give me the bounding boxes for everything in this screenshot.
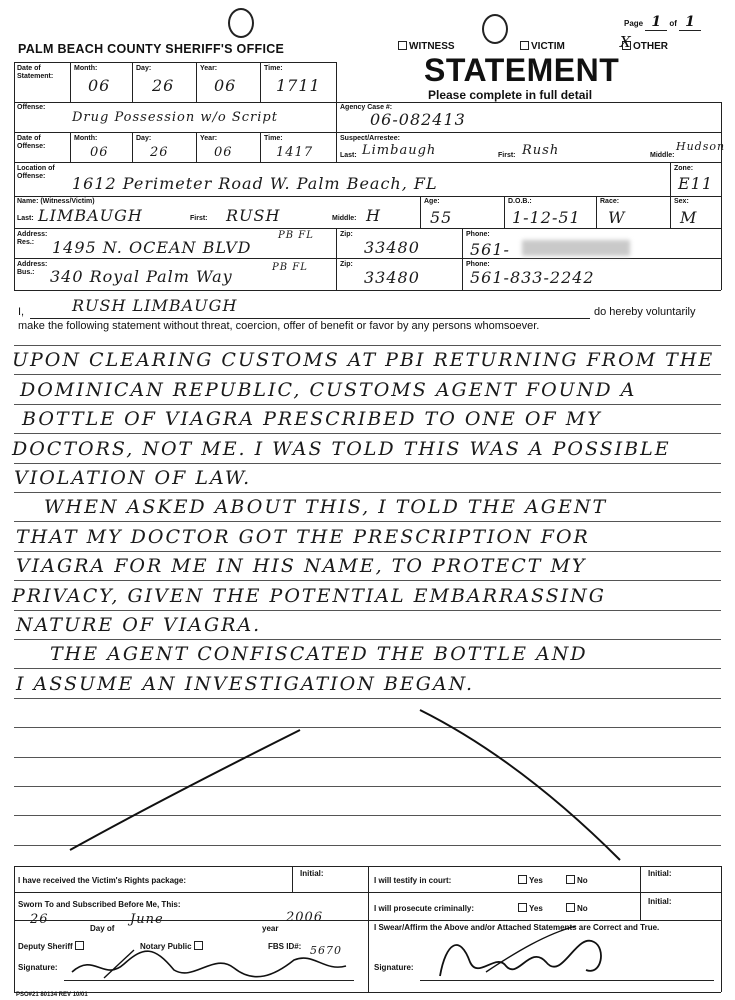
- res-phone-field[interactable]: 561-: [470, 240, 510, 259]
- statement-ruled-line: [14, 463, 721, 464]
- declaration-text: make the following statement without threat, coercion, offer of benefit or favor by any persons whomsoever.: [18, 320, 540, 332]
- bus-address-field[interactable]: 340 Royal Palm Way: [50, 267, 233, 286]
- statement-date-label: Date of Statement:: [17, 65, 54, 80]
- testify-no-checkbox[interactable]: No: [566, 875, 588, 885]
- form-subtitle: Please complete in full detail: [428, 88, 593, 102]
- hole-punch-right: [482, 14, 508, 44]
- sworn-label: Sworn To and Subscribed Before Me, This:: [18, 900, 181, 909]
- statement-line: I ASSUME AN INVESTIGATION BEGAN.: [16, 672, 475, 695]
- statement-ruled-line: [14, 404, 721, 405]
- statement-line: UPON CLEARING CUSTOMS AT PBI RETURNING FROM THE: [12, 349, 715, 372]
- declaration-i: I,: [18, 306, 25, 318]
- name-middle-label: Middle:: [332, 215, 357, 222]
- statement-line: THE AGENT CONFISCATED THE BOTTLE AND: [50, 643, 588, 666]
- prosecute-yes-checkbox[interactable]: Yes: [518, 903, 543, 913]
- statement-line: DOMINICAN REPUBLIC, CUSTOMS AGENT FOUND A: [20, 378, 637, 401]
- testify-yes-checkbox[interactable]: Yes: [518, 875, 543, 885]
- other-check-mark: X: [620, 33, 631, 51]
- suspect-middle-label: Middle:: [650, 152, 675, 159]
- statement-month-label: Month:: [74, 65, 98, 72]
- offense-day-field[interactable]: 26: [150, 145, 169, 160]
- statement-line: VIOLATION OF LAW.: [14, 467, 252, 489]
- swear-text: I Swear/Affirm the Above and/or Attached Statements are Correct and True.: [374, 923, 660, 932]
- dob-label: D.O.B.:: [508, 198, 532, 205]
- declaration-voluntary: do hereby voluntarily: [594, 306, 696, 318]
- prosecute-no-checkbox[interactable]: No: [566, 903, 588, 913]
- statement-ruled-line: [14, 639, 721, 640]
- prosecute-initial-label[interactable]: Initial:: [648, 897, 672, 906]
- res-phone-label: Phone:: [466, 231, 490, 238]
- deputy-signature[interactable]: [64, 942, 354, 984]
- year-label: year: [262, 924, 279, 933]
- statement-line: BOTTLE OF VIAGRA PRESCRIBED TO ONE OF MY: [22, 408, 602, 431]
- race-label: Race:: [600, 198, 620, 205]
- bus-zip-label: Zip:: [340, 261, 353, 268]
- statement-ruled-line: [14, 521, 721, 522]
- statement-ruled-line: [14, 374, 721, 375]
- bus-zip-field[interactable]: 33480: [364, 268, 420, 287]
- statement-line: PRIVACY, GIVEN THE POTENTIAL EMBARRASSING: [12, 584, 606, 607]
- res-zip-label: Zip:: [340, 231, 353, 238]
- zone-field[interactable]: E11: [678, 174, 714, 193]
- statement-day-field[interactable]: 26: [152, 76, 175, 95]
- statement-line: THAT MY DOCTOR GOT THE PRESCRIPTION FOR: [16, 525, 590, 548]
- form-title: STATEMENT: [424, 52, 620, 88]
- declarant-signature[interactable]: [426, 922, 626, 988]
- name-last-field[interactable]: LIMBAUGH: [38, 206, 143, 225]
- statement-line: NATURE OF VIAGRA.: [16, 614, 262, 636]
- name-last-label: Last:: [17, 215, 34, 222]
- testify-label: I will testify in court:: [374, 876, 452, 885]
- strike-mark-left: [70, 730, 300, 850]
- suspect-last-label: Last:: [340, 152, 357, 159]
- offense-year-label: Year:: [200, 135, 218, 142]
- offense-label: Offense:: [17, 104, 46, 111]
- other-checkbox[interactable]: X OTHER: [620, 33, 668, 52]
- bus-phone-label: Phone:: [466, 261, 490, 268]
- fbs-label: FBS ID#:: [268, 942, 302, 951]
- statement-day-label: Day:: [136, 65, 152, 72]
- sworn-day-field[interactable]: 26: [30, 912, 49, 927]
- page-of-label: of: [669, 19, 677, 28]
- statement-ruled-line: [14, 610, 721, 611]
- deputy-sheriff-checkbox[interactable]: Deputy Sheriff: [18, 941, 86, 951]
- statement-ruled-line: [14, 345, 721, 346]
- suspect-middle-field[interactable]: Hudson: [676, 140, 726, 153]
- statement-line: VIAGRA FOR ME IN HIS NAME, TO PROTECT MY: [16, 555, 587, 578]
- victim-checkbox[interactable]: VICTIM: [520, 41, 565, 52]
- sworn-year-field[interactable]: 2006: [286, 910, 324, 925]
- case-number-label: Agency Case #:: [340, 104, 393, 111]
- offense-month-field[interactable]: 06: [90, 145, 109, 160]
- deputy-signature-label: Signature:: [18, 963, 58, 972]
- victim-rights-label: I have received the Victim's Rights package:: [18, 876, 187, 885]
- statement-year-label: Year:: [200, 65, 218, 72]
- bus-city-field[interactable]: PB FL: [272, 262, 308, 273]
- offense-day-label: Day:: [136, 135, 152, 142]
- page-number: 1: [645, 14, 667, 31]
- sex-label: Sex:: [674, 198, 689, 205]
- notary-checkbox[interactable]: Notary Public: [140, 941, 205, 951]
- day-of-label: Day of: [90, 924, 115, 933]
- age-label: Age:: [424, 198, 440, 205]
- name-first-field[interactable]: RUSH: [226, 206, 281, 225]
- redacted-phone: [522, 240, 630, 256]
- hole-punch-left: [228, 8, 254, 38]
- name-label: Name: (Witness/Victim): [17, 198, 95, 205]
- declarant-name-field[interactable]: RUSH LIMBAUGH: [72, 296, 238, 315]
- statement-month-field[interactable]: 06: [88, 76, 111, 95]
- offense-month-label: Month:: [74, 135, 98, 142]
- offense-time-field[interactable]: 1417: [276, 145, 314, 160]
- location-label: Location of Offense:: [17, 165, 55, 180]
- res-address-label: Address: Res.:: [17, 231, 48, 246]
- victim-rights-initial-label[interactable]: Initial:: [300, 869, 324, 878]
- name-first-label: First:: [190, 215, 208, 222]
- statement-time-field[interactable]: 1711: [276, 76, 321, 95]
- testify-initial-label[interactable]: Initial:: [648, 869, 672, 878]
- statement-time-label: Time:: [264, 65, 283, 72]
- form-number: PSO#21 80134 REV 10/01: [16, 992, 88, 998]
- res-zip-field[interactable]: 33480: [364, 238, 420, 257]
- page-label: Page: [624, 19, 644, 28]
- statement-ruled-line: [14, 668, 721, 669]
- witness-checkbox[interactable]: WITNESS: [398, 41, 455, 52]
- office-name: PALM BEACH COUNTY SHERIFF'S OFFICE: [18, 42, 285, 56]
- case-number-field[interactable]: 06-082413: [370, 110, 466, 129]
- location-field[interactable]: 1612 Perimeter Road W. Palm Beach, FL: [72, 174, 438, 193]
- offense-time-label: Time:: [264, 135, 283, 142]
- statement-ruled-line: [14, 492, 721, 493]
- prosecute-label: I will prosecute criminally:: [374, 904, 475, 913]
- page-indicator: [624, 14, 701, 30]
- res-address-field[interactable]: 1495 N. OCEAN BLVD: [52, 238, 252, 257]
- offense-date-label: Date of Offense:: [17, 135, 46, 150]
- statement-year-field[interactable]: 06: [214, 76, 237, 95]
- res-city-field[interactable]: PB FL: [278, 230, 314, 241]
- suspect-first-label: First:: [498, 152, 516, 159]
- zone-label: Zone:: [674, 165, 694, 172]
- offense-year-field[interactable]: 06: [214, 145, 233, 160]
- page-total: 1: [679, 14, 701, 31]
- strike-marks: [0, 700, 735, 870]
- suspect-first-field[interactable]: Rush: [522, 143, 560, 158]
- fbs-number-field[interactable]: 5670: [310, 944, 342, 957]
- statement-line: DOCTORS, NOT ME. I WAS TOLD THIS WAS A POSSIBLE: [12, 437, 671, 460]
- bus-address-label: Address: Bus.:: [17, 261, 48, 276]
- statement-ruled-line: [14, 551, 721, 552]
- sex-field[interactable]: M: [680, 208, 698, 227]
- race-field[interactable]: W: [608, 208, 626, 227]
- dob-field[interactable]: 1-12-51: [512, 208, 581, 227]
- strike-mark-right: [420, 710, 620, 860]
- declarant-signature-label: Signature:: [374, 963, 414, 972]
- statement-ruled-line: [14, 580, 721, 581]
- statement-line: WHEN ASKED ABOUT THIS, I TOLD THE AGENT: [44, 496, 608, 519]
- offense-field[interactable]: Drug Possession w/o Script: [72, 110, 278, 125]
- age-field[interactable]: 55: [430, 208, 453, 227]
- suspect-label: Suspect/Arrestee:: [340, 135, 400, 142]
- suspect-last-field[interactable]: Limbaugh: [362, 143, 437, 158]
- sworn-month-field[interactable]: June: [130, 912, 164, 927]
- statement-ruled-line: [14, 433, 721, 434]
- statement-ruled-line: [14, 698, 721, 699]
- name-middle-field[interactable]: H: [366, 206, 381, 225]
- bus-phone-field[interactable]: 561-833-2242: [470, 268, 595, 287]
